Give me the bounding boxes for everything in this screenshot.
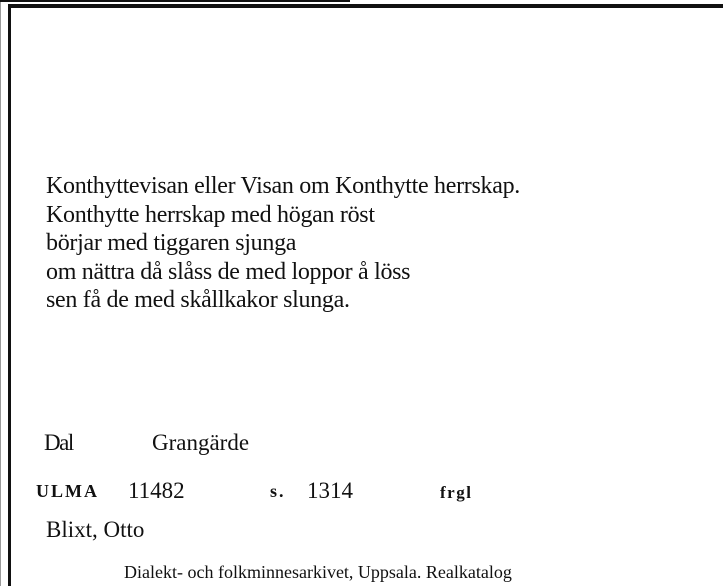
verse-line: sen få de med skållkakor slunga. [46, 287, 350, 313]
record-number: 11482 [128, 478, 185, 503]
page-label: s. [270, 481, 286, 501]
page-number: 1314 [307, 478, 353, 503]
card-left-border [8, 4, 11, 586]
archive-footer: Dialekt- och folkminnesarkivet, Uppsala. Realkatalog [124, 562, 512, 582]
verse-line: Konthytte herrskap med högan röst [46, 201, 375, 228]
parish: Grangärde [152, 430, 250, 455]
card-edge [0, 0, 1, 586]
verse-line: börjar med tiggaren sjunga [46, 230, 297, 256]
collector-name: Blixt, Otto [46, 517, 145, 542]
verse-title-line: Konthyttevisan eller Visan om Konthytte herrskap. [46, 173, 520, 199]
card-top-border [8, 4, 723, 8]
card-top-rule [0, 0, 350, 2]
archive-label: ULMA [36, 481, 99, 501]
verse-line: om nättra då slåss de med loppor å löss [46, 258, 411, 285]
type-code: frgl [440, 483, 473, 502]
province: Dal [44, 430, 73, 455]
verse-text [46, 172, 520, 315]
